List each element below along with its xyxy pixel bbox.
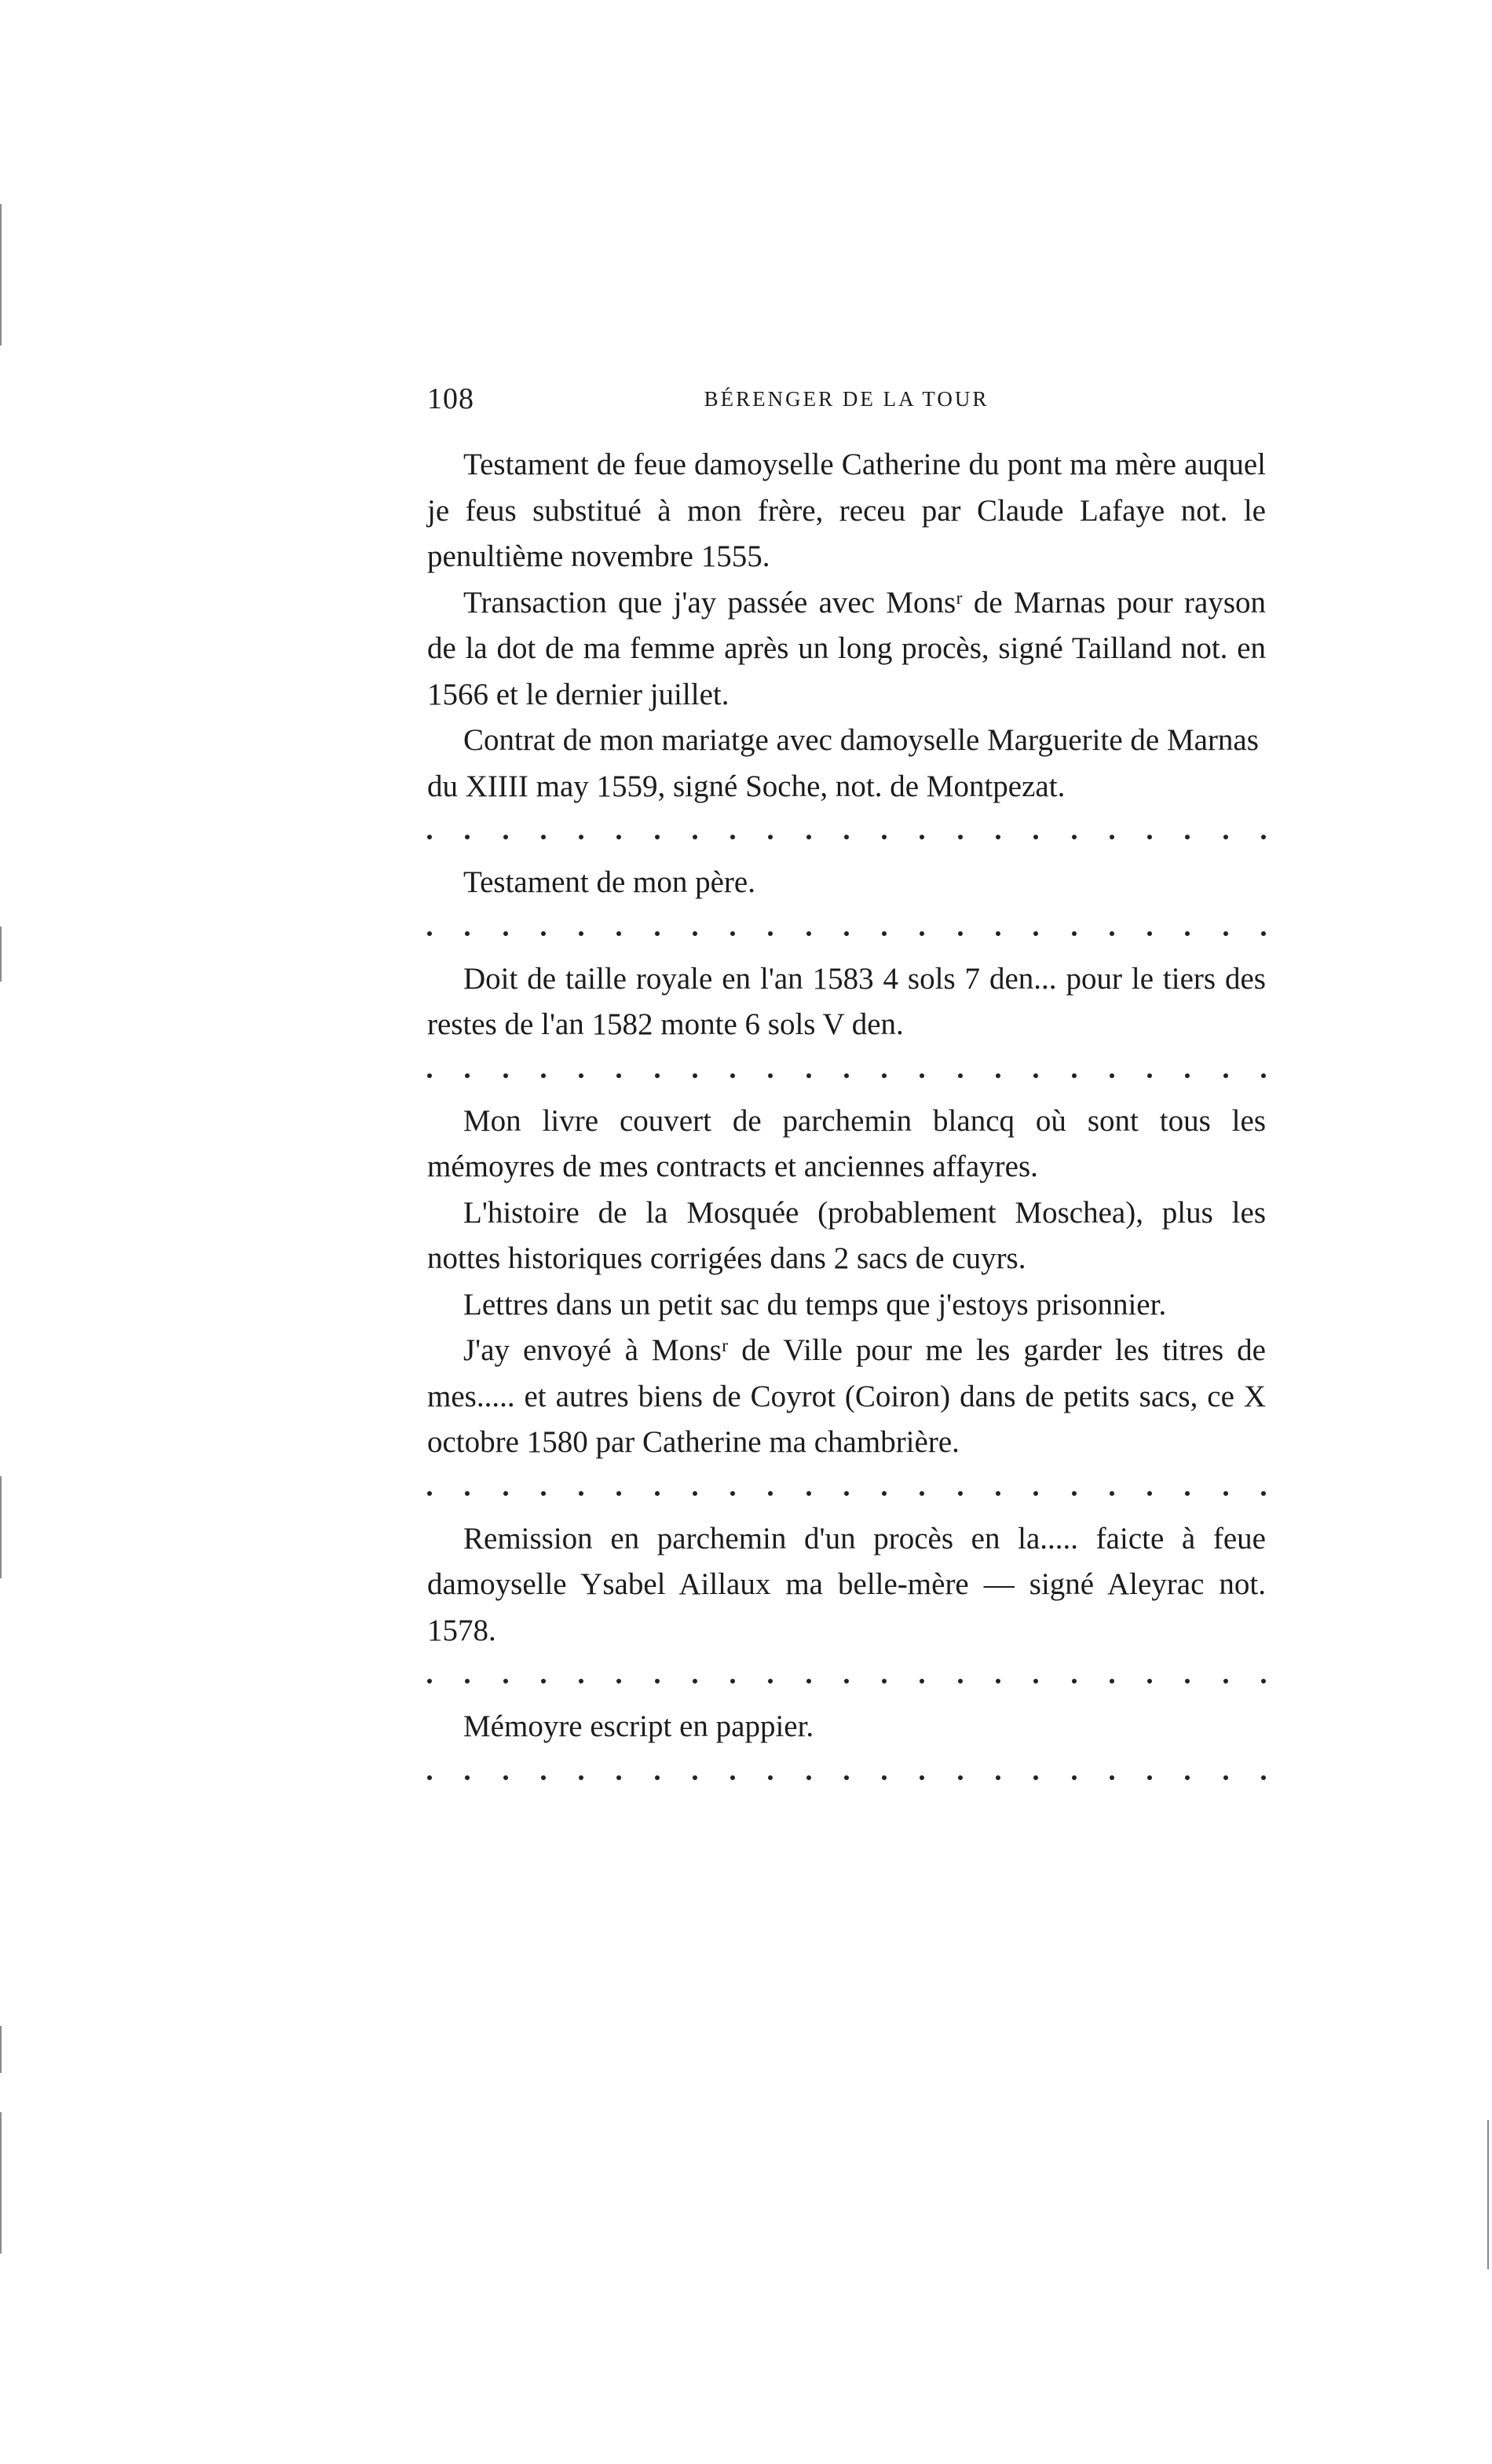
ellipsis-dot [996,1775,1000,1780]
ellipsis-dot [958,835,963,839]
paragraph: L'histoire de la Mosquée (probablement Moschea), plus les nottes historiques corrigées dans 2 sacs de cuyrs. [427,1195,1266,1275]
ellipsis-dot [541,1073,546,1078]
ellipsis-dot [1110,1775,1114,1780]
ellipsis-dot [427,1775,432,1780]
ellipsis-dot [844,835,849,839]
ellipsis-dot [806,1073,811,1078]
ellipsis-dot [1261,835,1266,839]
ellipsis-dot [1147,1775,1152,1780]
ellipsis-dot [1223,1491,1228,1496]
ellipsis-dot [1261,1775,1266,1780]
ellipsis-dot [1147,835,1152,839]
ellipsis-dot [1147,1491,1152,1496]
ellipsis-dot [655,1491,660,1496]
ellipsis-dot [465,835,470,839]
scan-edge-mark [0,1476,2,1578]
ellipsis-dot [806,1491,811,1496]
paragraph: Remission en parchemin d'un procès en la..... faicte à feue damoyselle Ysabel Aillaux ma belle-mère — signé Aleyrac not. 1578. [427,1521,1266,1647]
ellipsis-dot [920,835,924,839]
ellipsis-dot [1110,835,1114,839]
ellipsis-dot [920,931,924,936]
paragraph: Transaction que j'ay passée avec Monsʳ de Marnas pour rayson de la dot de ma femme après un long procès, signé Tailland not. en 1566 et le dernier juillet. [427,585,1266,711]
ellipsis-dot [958,1679,963,1683]
paragraph: Mon livre couvert de parchemin blancq où sont tous les mémoyres de mes contracts et anciennes affayres. [427,1103,1266,1183]
ellipsis-row [427,810,1266,860]
ellipsis-dot [465,1679,470,1683]
ellipsis-dot [1261,931,1266,936]
ellipsis-dot [616,931,621,936]
ellipsis-dot [693,1775,697,1780]
ellipsis-dot [655,835,660,839]
ellipsis-dot [730,931,735,936]
ellipsis-dot [768,1679,773,1683]
ellipsis-dot [730,1679,735,1683]
ellipsis-dot [958,1775,963,1780]
running-title: BÉRENGER DE LA TOUR [704,387,989,411]
ellipsis-dot [1147,931,1152,936]
ellipsis-dot [655,1679,660,1683]
ellipsis-dot [503,1775,508,1780]
ellipsis-dot [920,1775,924,1780]
ellipsis-dot [844,931,849,936]
ellipsis-dot [1223,1073,1228,1078]
ellipsis-dot [1185,931,1190,936]
ellipsis-dot [1033,1491,1038,1496]
ellipsis-dot [1072,1679,1077,1683]
ellipsis-dot [768,835,773,839]
ellipsis-dot [806,1679,811,1683]
ellipsis-dot [1033,931,1038,936]
ellipsis-dot [920,1491,924,1496]
ellipsis-dot [579,931,583,936]
ellipsis-dot [503,1491,508,1496]
ellipsis-dot [1110,1073,1114,1078]
ellipsis-dot [1033,1073,1038,1078]
ellipsis-dot [768,931,773,936]
ellipsis-dot [541,835,546,839]
ellipsis-dot [693,1679,697,1683]
ellipsis-dot [996,931,1000,936]
ellipsis-dot [1072,1491,1077,1496]
ellipsis-dot [958,931,963,936]
ellipsis-dot [693,1073,697,1078]
ellipsis-dot [1261,1491,1266,1496]
page-number: 108 [427,382,474,415]
scan-edge-mark [0,2026,2,2073]
ellipsis-dot [503,835,508,839]
ellipsis-dot [616,1491,621,1496]
ellipsis-row [427,1750,1266,1800]
ellipsis-dot [882,931,887,936]
ellipsis-row [427,1654,1266,1704]
ellipsis-dot [427,1679,432,1683]
ellipsis-dot [730,835,735,839]
ellipsis-dot [730,1775,735,1780]
ellipsis-dot [882,1775,887,1780]
paragraph: Lettres dans un petit sac du temps que j'estoys prisonnier. [463,1287,1167,1322]
ellipsis-dot [655,1073,660,1078]
ellipsis-row [427,1466,1266,1516]
ellipsis-dot [958,1491,963,1496]
ellipsis-dot [579,1073,583,1078]
ellipsis-dot [1185,1775,1190,1780]
ellipsis-dot [655,1775,660,1780]
ellipsis-dot [541,1679,546,1683]
ellipsis-dot [427,1491,432,1496]
ellipsis-dot [616,1679,621,1683]
ellipsis-dot [1223,835,1228,839]
ellipsis-dot [693,835,697,839]
ellipsis-dot [882,1679,887,1683]
ellipsis-dot [1033,1775,1038,1780]
ellipsis-dot [541,1491,546,1496]
ellipsis-dot [465,1073,470,1078]
paragraph: Contrat de mon mariatge avec damoyselle Marguerite de Marnas du XIIII may 1559, signé Soche, not. de Montpezat. [427,723,1259,803]
ellipsis-dot [730,1491,735,1496]
ellipsis-dot [503,931,508,936]
ellipsis-dot [768,1073,773,1078]
ellipsis-dot [958,1073,963,1078]
ellipsis-dot [1110,1491,1114,1496]
ellipsis-dot [844,1775,849,1780]
ellipsis-dot [1261,1679,1266,1683]
ellipsis-dot [996,835,1000,839]
ellipsis-dot [920,1679,924,1683]
scan-edge-mark [1487,2120,1489,2269]
ellipsis-dot [844,1679,849,1683]
running-head [427,383,1266,415]
paragraph: Doit de taille royale en l'an 1583 4 sols 7 den... pour le tiers des restes de l'an 1582 monte 6 sols V den. [427,961,1266,1041]
ellipsis-dot [693,1491,697,1496]
ellipsis-dot [1223,1679,1228,1683]
ellipsis-dot [996,1491,1000,1496]
ellipsis-dot [655,931,660,936]
ellipsis-dot [882,1073,887,1078]
ellipsis-dot [579,1491,583,1496]
ellipsis-dot [1033,835,1038,839]
ellipsis-dot [806,931,811,936]
ellipsis-dot [996,1679,1000,1683]
ellipsis-dot [541,931,546,936]
ellipsis-dot [1072,1073,1077,1078]
ellipsis-dot [882,835,887,839]
ellipsis-dot [996,1073,1000,1078]
ellipsis-dot [579,1775,583,1780]
ellipsis-dot [1110,931,1114,936]
paragraph: Mémoyre escript en pappier. [463,1709,814,1743]
ellipsis-dot [1147,1073,1152,1078]
ellipsis-dot [844,1073,849,1078]
ellipsis-dot [806,1775,811,1780]
ellipsis-dot [579,1679,583,1683]
ellipsis-dot [465,931,470,936]
ellipsis-dot [1072,931,1077,936]
ellipsis-dot [427,931,432,936]
ellipsis-dot [693,931,697,936]
ellipsis-dot [1223,1775,1228,1780]
ellipsis-dot [503,1679,508,1683]
ellipsis-row [427,1048,1266,1099]
paragraph: Testament de feue damoyselle Catherine du pont ma mère auquel je feus substitué à mon frère, receu par Claude Lafaye not. le penultième novembre 1555. [427,448,1266,573]
ellipsis-dot [1110,1679,1114,1683]
ellipsis-dot [1072,835,1077,839]
paragraph: Testament de mon père. [463,865,755,899]
ellipsis-dot [541,1775,546,1780]
ellipsis-dot [1185,835,1190,839]
ellipsis-dot [427,835,432,839]
ellipsis-dot [806,835,811,839]
ellipsis-dot [1223,931,1228,936]
ellipsis-dot [616,1775,621,1780]
ellipsis-dot [920,1073,924,1078]
ellipsis-dot [1185,1679,1190,1683]
ellipsis-dot [465,1491,470,1496]
ellipsis-dot [1185,1491,1190,1496]
ellipsis-dot [1261,1073,1266,1078]
ellipsis-dot [616,835,621,839]
scan-edge-mark [0,204,2,345]
ellipsis-dot [1072,1775,1077,1780]
ellipsis-dot [882,1491,887,1496]
ellipsis-dot [1185,1073,1190,1078]
ellipsis-dot [1147,1679,1152,1683]
ellipsis-dot [579,835,583,839]
scan-edge-mark [0,927,2,982]
ellipsis-dot [465,1775,470,1780]
paragraph: J'ay envoyé à Monsʳ de Ville pour me les garder les titres de mes..... et autres biens de Coyrot (Coiron) dans de petits sacs, ce X octobre 1580 par Catherine ma chambrière. [427,1333,1266,1459]
ellipsis-dot [427,1073,432,1078]
ellipsis-dot [730,1073,735,1078]
text-body [427,442,1266,1800]
scan-edge-mark [0,2112,2,2254]
ellipsis-dot [768,1775,773,1780]
ellipsis-dot [503,1073,508,1078]
ellipsis-dot [616,1073,621,1078]
ellipsis-dot [844,1491,849,1496]
ellipsis-dot [768,1491,773,1496]
ellipsis-dot [1033,1679,1038,1683]
ellipsis-row [427,906,1266,956]
